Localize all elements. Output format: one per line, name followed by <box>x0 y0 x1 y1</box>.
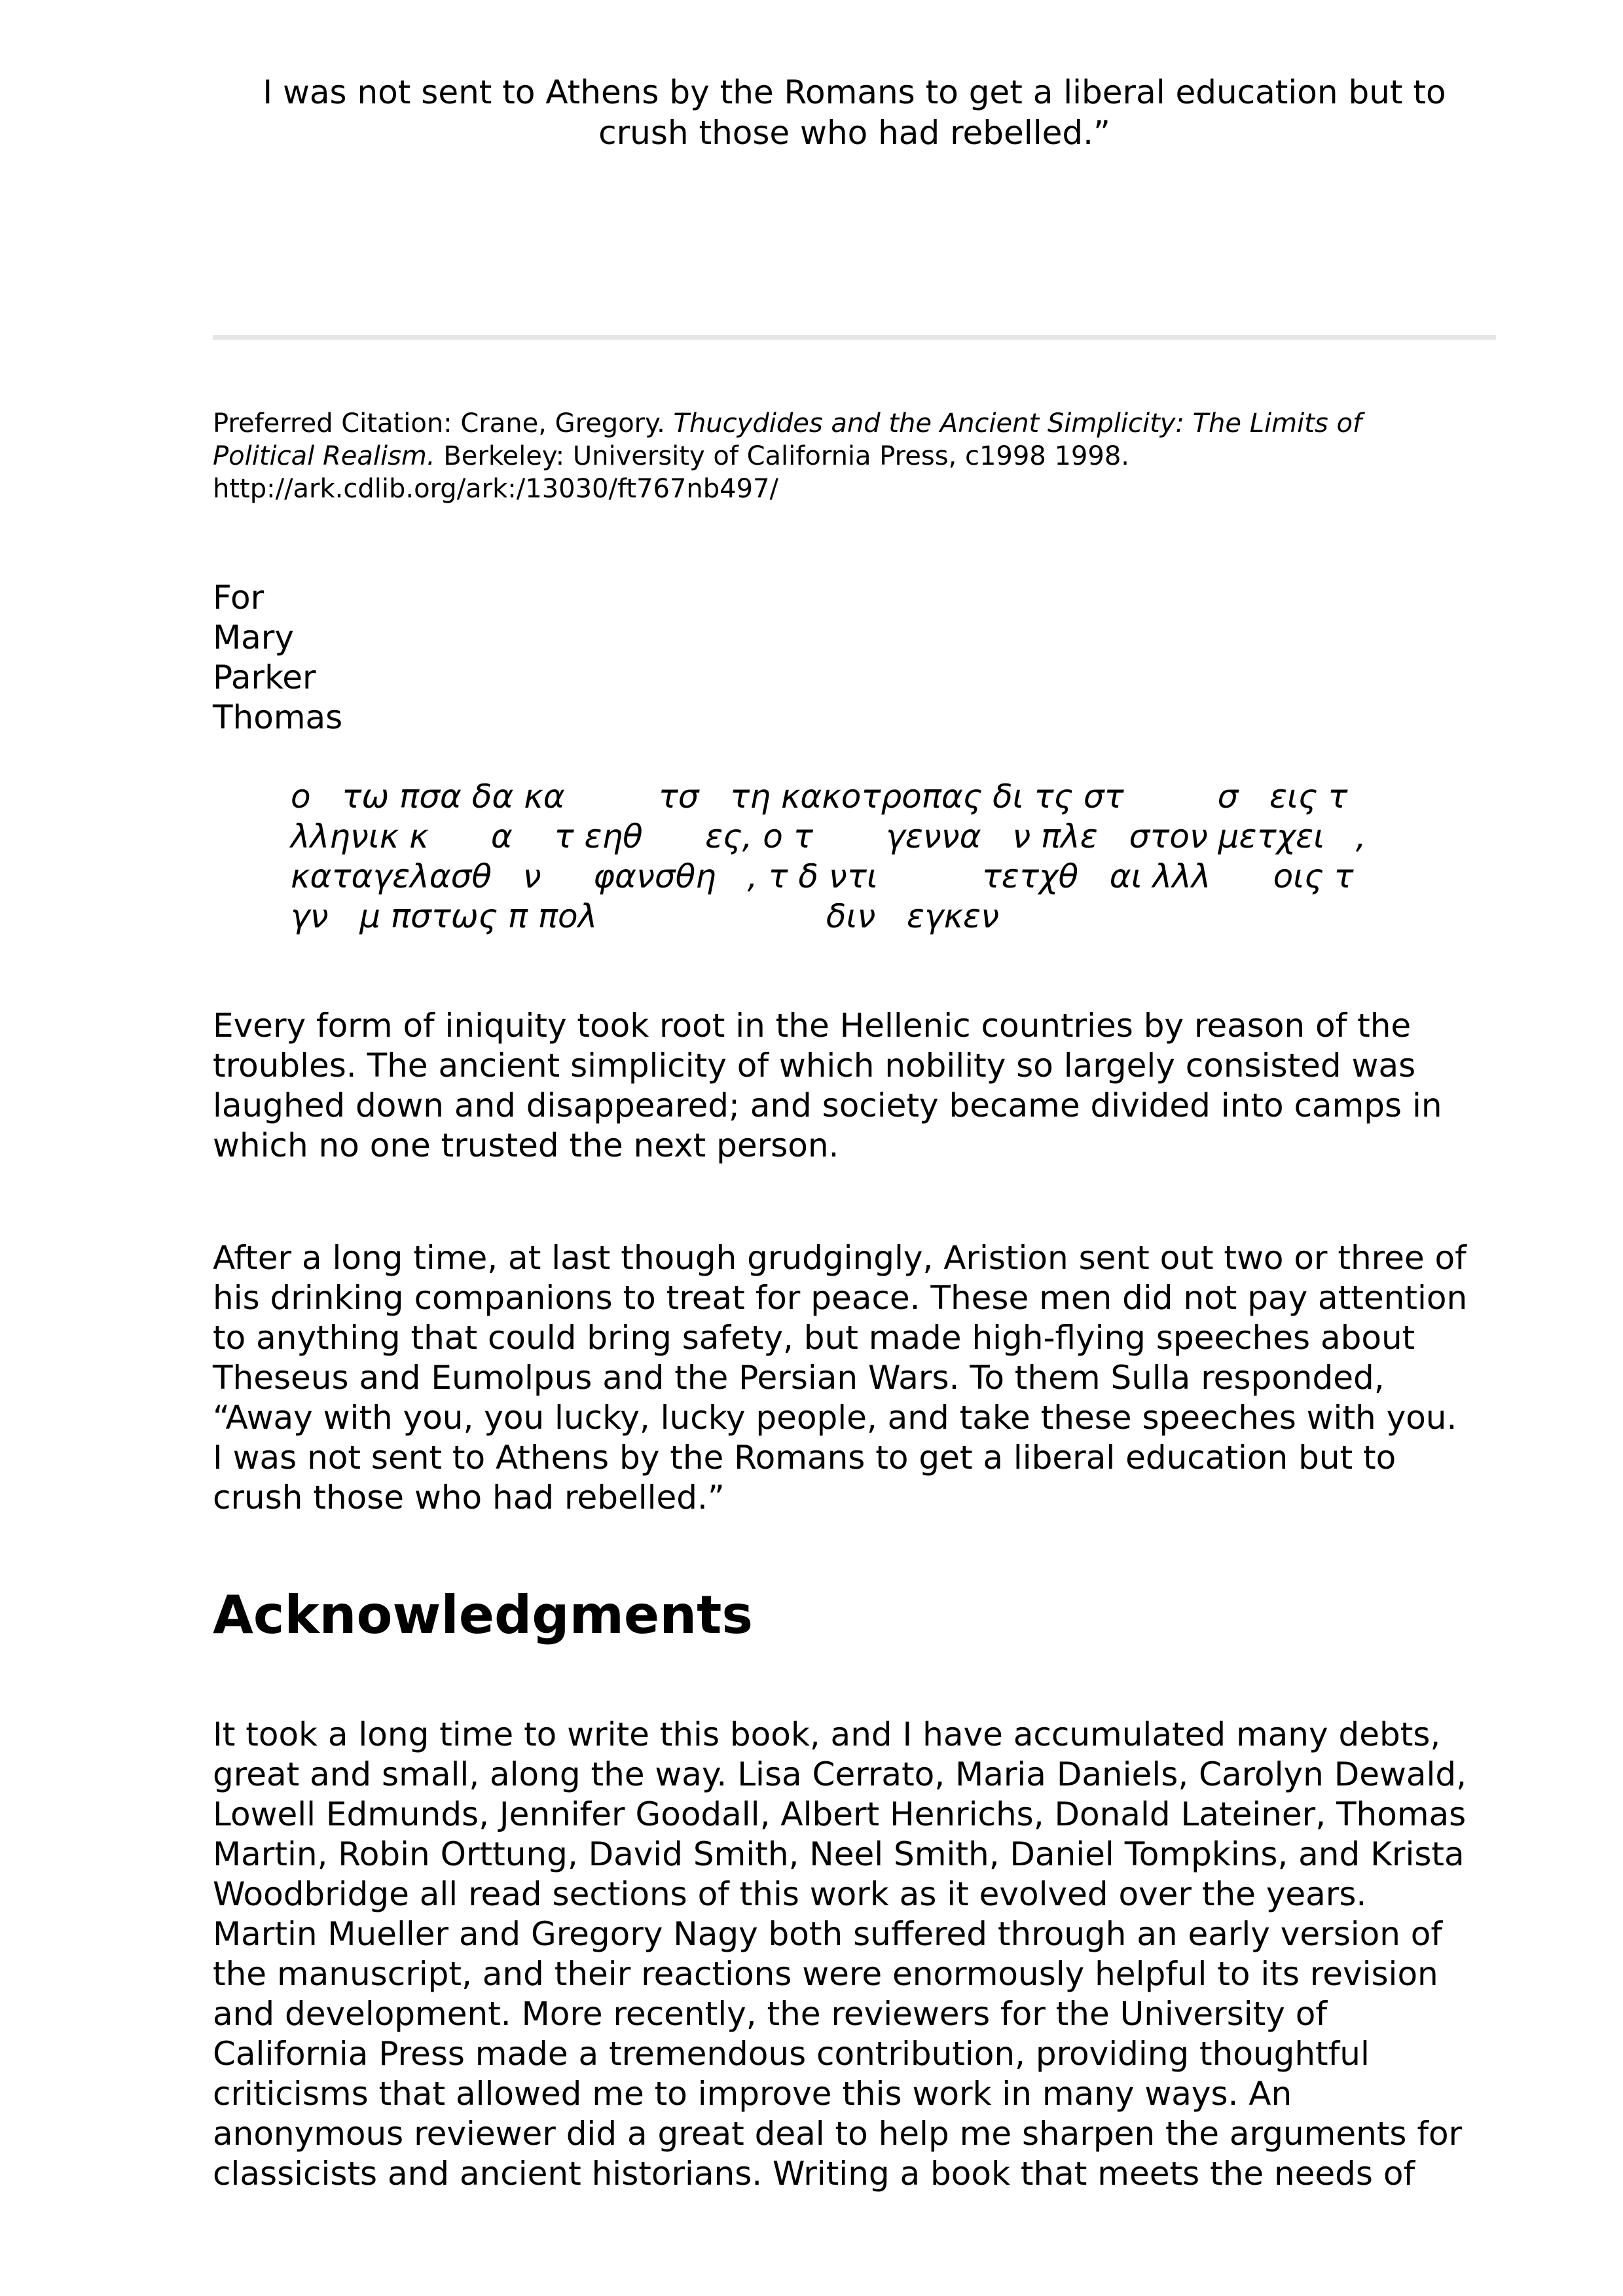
paragraph-line: anonymous reviewer did a great deal to help me sharpen the arguments for <box>213 2115 1463 2153</box>
acknowledgments-paragraph <box>213 1715 1496 2194</box>
citation-line-2 <box>213 440 1496 473</box>
paragraph-line: which no one trusted the next person. <box>213 1126 839 1164</box>
paragraph-line: criticisms that allowed me to improve this work in many ways. An <box>213 2075 1292 2113</box>
citation-line-1 <box>213 407 1496 440</box>
citation-publisher: Berkeley: University of California Press, c1998 1998. <box>435 441 1129 471</box>
dedication-line: Mary <box>213 619 294 656</box>
paragraph-line: Woodbridge all read sections of this work as it evolved over the years. <box>213 1875 1367 1913</box>
acknowledgments-heading: Acknowledgments <box>213 1585 753 1645</box>
citation-title-part-2: Political Realism. <box>213 441 435 471</box>
paragraph-line: Theseus and Eumolpus and the Persian Wars. To them Sulla responded, <box>213 1359 1385 1397</box>
paragraph-line: Martin Mueller and Gregory Nagy both suffered through an early version of <box>213 1915 1443 1953</box>
paragraph-line: Martin, Robin Orttung, David Smith, Neel Smith, Daniel Tompkins, and Krista <box>213 1835 1465 1873</box>
paragraph-line: laughed down and disappeared; and society became divided into camps in <box>213 1086 1442 1124</box>
paragraph-line: I was not sent to Athens by the Romans to get a liberal education but to <box>213 1439 1396 1477</box>
top-quote <box>213 72 1496 153</box>
paragraph-line: After a long time, at last though grudgingly, Aristion sent out two or three of <box>213 1239 1467 1277</box>
paragraph-line: California Press made a tremendous contribution, providing thoughtful <box>213 2035 1370 2073</box>
paragraph-line: his drinking companions to treat for peace. These men did not pay attention <box>213 1279 1468 1317</box>
paragraph-line: Lowell Edmunds, Jennifer Goodall, Albert Henrichs, Donald Lateiner, Thomas <box>213 1795 1467 1833</box>
paragraph-line: the manuscript, and their reactions were enormously helpful to its revision <box>213 1955 1438 1993</box>
paragraph-line: and development. More recently, the reviewers for the University of <box>213 1995 1327 2033</box>
citation-url[interactable]: http://ark.cdlib.org/ark:/13030/ft767nb497/ <box>213 474 778 504</box>
dedication-line: For <box>213 579 264 617</box>
paragraph-line: classicists and ancient historians. Writing a book that meets the needs of <box>213 2155 1415 2193</box>
preferred-citation <box>213 407 1496 505</box>
greek-epigraph <box>291 777 1366 937</box>
dedication-line: Thomas <box>213 698 343 736</box>
dedication <box>213 578 342 738</box>
top-quote-line: I was not sent to Athens by the Romans to get a liberal education but to <box>263 73 1446 111</box>
paragraph-line: to anything that could bring safety, but made high-flying speeches about <box>213 1319 1415 1357</box>
paragraph-line: troubles. The ancient simplicity of which nobility so largely consisted was <box>213 1047 1416 1085</box>
paragraph-line: Every form of iniquity took root in the Hellenic countries by reason of the <box>213 1007 1412 1045</box>
citation-title-part-1: Thucydides and the Ancient Simplicity: The Limits of <box>673 408 1362 439</box>
translation-paragraph <box>213 1006 1496 1166</box>
horizontal-divider <box>213 335 1496 340</box>
paragraph-line: great and small, along the way. Lisa Cerrato, Maria Daniels, Carolyn Dewald, <box>213 1755 1467 1793</box>
greek-line: γν μ πστως π πολ διν εγκεν <box>291 897 1000 935</box>
paragraph-line: It took a long time to write this book, and I have accumulated many debts, <box>213 1715 1441 1753</box>
paragraph-line: crush those who had rebelled.” <box>213 1479 725 1516</box>
greek-line: ο τω πσα δα κα τσ τη κακοτροπας δι τς στ σ εις τ <box>291 778 1348 816</box>
greek-line: λληνικ κ α τ εηθ ες, ο τ γεννα ν πλε στον μετχει , <box>291 817 1366 855</box>
top-quote-line: crush those who had rebelled.” <box>598 114 1110 152</box>
greek-line: καταγελασθ ν φανσθη , τ δ ντι τετχθ αι λλλ οις τ <box>291 857 1354 895</box>
sulla-paragraph <box>213 1238 1496 1518</box>
citation-prefix: Preferred Citation: Crane, Gregory. <box>213 408 674 439</box>
dedication-line: Parker <box>213 658 316 696</box>
paragraph-line: “Away with you, you lucky, lucky people, and take these speeches with you. <box>213 1399 1457 1437</box>
